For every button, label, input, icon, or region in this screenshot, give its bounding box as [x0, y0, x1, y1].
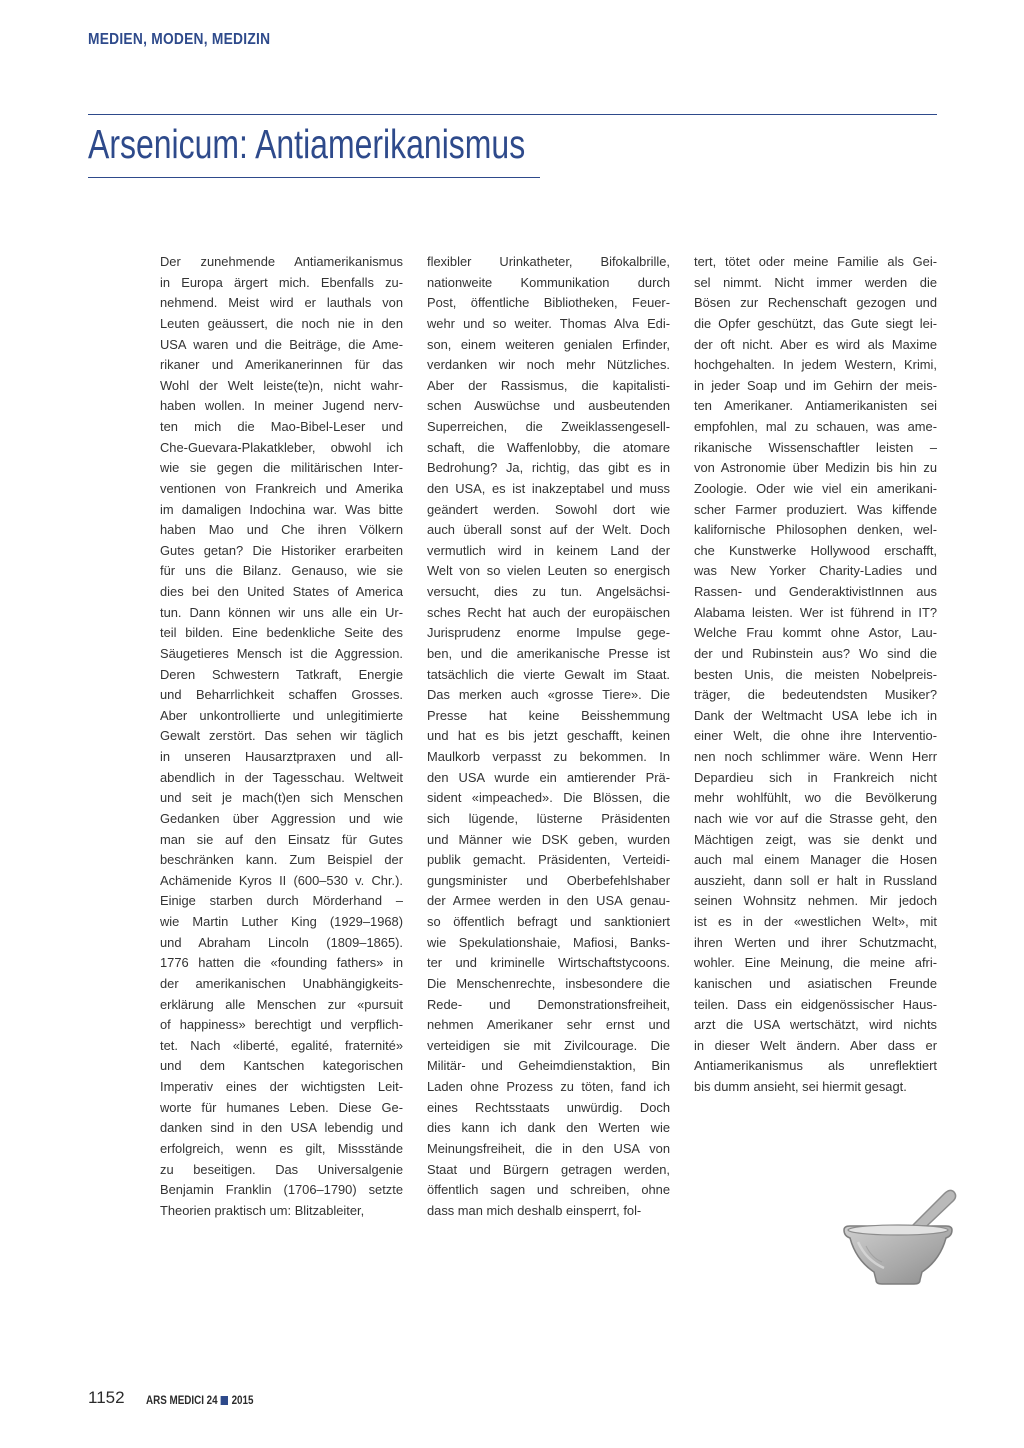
text-line: haben Mao und Che ihren Völkern [160, 522, 403, 538]
text-line: verdanken wir noch mehr Nützliches. [427, 357, 670, 373]
text-line: den USA, es ist inakzeptabel und muss [427, 480, 670, 496]
section-label: MEDIEN, MODEN, MEDIZIN [88, 31, 271, 48]
text-line: ten Amerikaner. Antiamerikanisten sei [694, 398, 937, 414]
text-line: rikaner und Amerikanerinnen für das [160, 357, 403, 373]
text-line: erfolgreich, wenn es gilt, Missstände [160, 1140, 403, 1156]
mortar-and-pestle-icon [836, 1180, 960, 1292]
article-column-2 [427, 252, 670, 1221]
text-line: gungsminister und Oberbefehlshaber [427, 872, 670, 888]
text-line: Presse hat keine Beisshemmung [427, 707, 670, 723]
text-line: Imperativ eines der wichtigsten Leit- [160, 1079, 403, 1094]
text-line: haben wollen. In meiner Jugend nerv- [160, 398, 403, 414]
text-line: che Kunstwerke Hollywood erschafft, [694, 542, 937, 558]
text-line: von Astronomie über Medizin bis hin zu [694, 460, 937, 476]
text-line: nen noch schlimmer wäre. Wenn Herr [694, 749, 937, 764]
text-line: Aber unkontrollierte und unlegitimierte [160, 707, 403, 723]
text-line: ist es in der «westlichen Welt», mit [694, 914, 937, 929]
text-line: sident «impeached». Die Blössen, die [427, 790, 670, 806]
text-line: empfohlen, mal zu schauen, was ame- [694, 419, 937, 434]
text-line: tun. Dann können wir uns alle ein Ur- [160, 604, 403, 620]
article-column-3 [694, 252, 937, 1098]
text-line: Gutes getan? Die Historiker erarbeiten [160, 542, 403, 558]
text-line: wohler. Eine Meinung, die meine afri- [694, 955, 937, 971]
text-line: Das merken auch «grosse Tiere». Die [427, 687, 670, 703]
text-line: in unseren Hausarztpraxen und all- [160, 749, 403, 764]
text-line: tert, tötet oder meine Familie als Gei- [694, 254, 937, 269]
text-line: Alabama leisten. Wer ist führend in IT? [694, 604, 937, 620]
text-line: Laden ohne Prozess zu töten, fand ich [427, 1079, 670, 1094]
text-line: den USA wurde ein amtierender Prä- [427, 769, 670, 785]
text-line: auch mal einem Manager die Hosen [694, 852, 937, 868]
text-line: sel nimmt. Nicht immer werden die [694, 274, 937, 290]
text-line: Aber der Rassismus, die kapitalisti- [427, 377, 670, 393]
text-line: im damaligen Indochina war. Was bitte [160, 501, 403, 517]
title-rule [88, 177, 540, 178]
text-line: träger, die bedeutendsten Musiker? [694, 687, 937, 703]
text-line: ten mich die Mao-Bibel-Leser und [160, 419, 403, 434]
text-line: hochgehalten. In jedem Western, Krimi, [694, 357, 937, 373]
text-line: in jeder Soap und im Gehirn der meis- [694, 377, 937, 393]
text-line: Gedanken über Aggression und wie [160, 810, 403, 826]
text-line: sches Recht hat auch der europäischen [427, 604, 670, 620]
text-line: geändert werden. Sowohl dort wie [427, 501, 670, 517]
text-line: Superreichen, die Zweiklassengesell- [427, 419, 670, 434]
text-line: Benjamin Franklin (1706–1790) setzte [160, 1182, 403, 1198]
text-line: beschränken kann. Zum Beispiel der [160, 852, 403, 868]
text-line: worte für humanes Leben. Diese Ge- [160, 1099, 403, 1115]
text-line: of happiness» berechtigt und verpflich- [160, 1017, 403, 1033]
text-line: und hat es bis jetzt geschafft, keinen [427, 728, 670, 744]
text-line: zu beseitigen. Das Universalgenie [160, 1161, 403, 1177]
text-line: abendlich in der Tagesschau. Weltweit [160, 769, 403, 785]
text-line: was New Yorker Charity-Ladies und [694, 563, 937, 579]
text-line: dies kann ich dank den Werten wie [427, 1120, 670, 1136]
text-line: USA waren und die Beiträge, die Ame- [160, 336, 403, 352]
text-line: tatsächlich die vierte Gewalt im Staat. [427, 666, 670, 682]
text-line: Welt von so vielen Leuten so energisch [427, 563, 670, 579]
text-line: Welche Frau kommt ohne Astor, Lau- [694, 625, 937, 641]
text-line: son, einem weiteren genialen Erfinder, [427, 336, 670, 352]
text-line: tet. Nach «liberté, egalité, fraternité» [160, 1037, 403, 1053]
text-line: wie Martin Luther King (1929–1968) [160, 914, 403, 929]
text-line: der oft nicht. Aber es wird als Maxime [694, 336, 937, 352]
text-line: besten Unis, die meisten Nobelpreis- [694, 666, 937, 682]
text-line: kalifornische Philosophen denken, wel- [694, 522, 937, 538]
text-line: kanischen und asiatischen Freunde [694, 975, 937, 991]
journal-name: ARS MEDICI 24 [146, 1393, 218, 1407]
text-line: der Armee werden in den USA genau- [427, 893, 670, 909]
text-line: Achämenide Kyros II (600–530 v. Chr.). [160, 872, 403, 888]
text-line: auch überall sonst auf der Welt. Doch [427, 522, 670, 538]
page-number: 1152 [88, 1388, 125, 1407]
text-line: wie Spekulationshaie, Mafiosi, Banks- [427, 934, 670, 950]
text-line: schaft, die Waffenlobby, die atomare [427, 439, 670, 455]
text-line: der und Rubinstein aus? Wo sind die [694, 645, 937, 661]
text-line: verteidigen sie mit Zivilcourage. Die [427, 1037, 670, 1053]
text-line: rikanische Wissenschaftler leisten – [694, 439, 937, 455]
text-line: bis dumm ansieht, sei hiermit gesagt. [694, 1079, 907, 1094]
text-line: Post, öffentliche Bibliotheken, Feuer- [427, 295, 670, 311]
text-line: Wohl der Welt leiste(te)n, nicht wahr- [160, 377, 403, 393]
text-line: Der zunehmende Antiamerikanismus [160, 254, 403, 269]
text-line: ter und kriminelle Wirtschaftstycoons. [427, 955, 670, 971]
text-line: und seit je mach(t)en sich Menschen [160, 790, 403, 806]
text-line: der amerikanischen Unabhängigkeits- [160, 975, 403, 991]
text-line: Bösen zur Rechenschaft gezogen und [694, 295, 937, 311]
text-line: nach wie vor auf die Strasse geht, den [694, 810, 937, 826]
text-line: nationweite Kommunikation durch [427, 274, 670, 290]
text-line: Leuten geäussert, die noch nie in den [160, 315, 403, 331]
text-line: ben, und die amerikanische Presse ist [427, 645, 670, 661]
text-line: Che-Guevara-Plakatkleber, obwohl ich [160, 439, 403, 455]
text-line: Rede- und Demonstrationsfreiheit, [427, 996, 670, 1012]
text-line: nehmen Amerikaner sehr ernst und [427, 1017, 670, 1033]
text-line: Jurisprudenz enorme Impulse gege- [427, 625, 670, 641]
text-line: seinen Wohnsitz nehmen. Mir jedoch [694, 893, 937, 909]
text-line: Meinungsfreiheit, die in den USA von [427, 1140, 670, 1156]
text-line: Theorien praktisch um: Blitzableiter, [160, 1202, 365, 1218]
text-line: scher Farmer produziert. Was kiffende [694, 501, 937, 517]
text-line: ihren Werten und ihrer Schutzmacht, [694, 934, 937, 950]
header-rule [88, 114, 937, 115]
text-line: teil bilden. Eine bedenkliche Seite des [160, 625, 403, 641]
text-line: 1776 hatten die «founding fathers» in [160, 955, 403, 971]
text-line: man sie auf den Einsatz für Gutes [160, 831, 403, 847]
text-line: Bedrohung? Ja, richtig, das gibt es in [427, 460, 670, 476]
text-line: Gewalt zerstört. Das sehen wir täglich [160, 728, 403, 744]
text-line: Rassen- und GenderaktivistInnen aus [694, 584, 937, 599]
text-line: mehr wohlfühlt, wo die Bevölkerung [694, 790, 937, 806]
text-line: Säugetieres Mensch ist die Aggression. [160, 645, 403, 661]
text-line: wehr und so weiter. Thomas Alva Edi- [427, 315, 670, 331]
text-line: die Opfer geschützt, das Gute siegt lei- [694, 315, 937, 331]
text-line: wie sie gegen die militärischen Inter- [160, 460, 403, 476]
text-line: flexibler Urinkatheter, Bifokalbrille, [427, 254, 670, 269]
text-line: sich lügende, lüsterne Präsidenten [427, 810, 670, 826]
text-line: und Männer wie DSK geben, wurden [427, 831, 670, 847]
text-line: für uns die Bilanz. Genauso, wie sie [160, 563, 403, 579]
text-line: Dank der Weltmacht USA lebe ich in [694, 707, 937, 723]
text-line: Zoologie. Oder wie viel ein amerikani- [694, 480, 937, 496]
journal-reference [146, 1393, 253, 1407]
text-line: nehmend. Meist wird er lauthals von [160, 295, 403, 311]
article-column-1 [160, 252, 403, 1221]
text-line: Mächtigen zeigt, was sie denkt und [694, 831, 937, 847]
text-line: Militär- und Geheimdienstaktion, Bin [427, 1058, 670, 1074]
text-line: arzt die USA wertschätzt, wird nichts [694, 1017, 937, 1033]
text-line: und dem Kantschen kategorischen [160, 1058, 403, 1074]
text-line: auszieht, dann soll er halt in Russland [694, 872, 937, 888]
text-line: so öffentlich befragt und sanktioniert [427, 914, 670, 929]
text-line: Antiamerikanismus als unreflektiert [694, 1058, 937, 1074]
text-line: vermutlich wird in keinem Land der [427, 542, 670, 558]
text-line: teilen. Dass ein eidgenössischer Haus- [694, 996, 937, 1012]
text-line: und Beharrlichkeit schaffen Grosses. [160, 687, 403, 703]
text-line: dass man mich deshalb einsperrt, fol- [427, 1202, 642, 1218]
journal-year: 2015 [231, 1393, 254, 1407]
text-line: einer Welt, die ohne ihre Interventio- [694, 728, 937, 744]
text-line: Deren Schwestern Tatkraft, Energie [160, 666, 403, 682]
text-line: eines Rechtsstaats unwürdig. Doch [427, 1099, 670, 1115]
text-line: erklärung alle Menschen zur «pursuit [160, 996, 403, 1012]
separator-square-icon [221, 1396, 228, 1405]
text-line: in dieser Welt ändern. Aber dass er [694, 1037, 937, 1053]
text-line: schen Auswüchse und ausbeutenden [427, 398, 670, 414]
article-title: Arsenicum: Antiamerikanismus [88, 121, 526, 167]
text-line: Depardieu sich in Frankreich nicht [694, 769, 937, 785]
text-line: Die Menschenrechte, insbesondere die [427, 975, 670, 991]
text-line: in Europa ärgert mich. Ebenfalls zu- [160, 274, 403, 290]
text-line: dies bei den United States of America [160, 584, 403, 599]
text-line: ventionen von Frankreich und Amerika [160, 480, 403, 496]
text-line: Staat und Bürgern getragen werden, [427, 1161, 670, 1177]
text-line: Maulkorb verpasst zu bekommen. In [427, 749, 670, 764]
text-line: Einige starben durch Mörderhand – [160, 893, 403, 909]
text-line: publik gemacht. Präsidenten, Verteidi- [427, 852, 670, 868]
text-line: und Abraham Lincoln (1809–1865). [160, 934, 403, 950]
text-line: versucht, dies zu tun. Angelsächsi- [427, 584, 670, 599]
text-line: danken sind in den USA lebendig und [160, 1120, 403, 1136]
text-line: öffentlich sagen und schreiben, ohne [427, 1182, 670, 1198]
